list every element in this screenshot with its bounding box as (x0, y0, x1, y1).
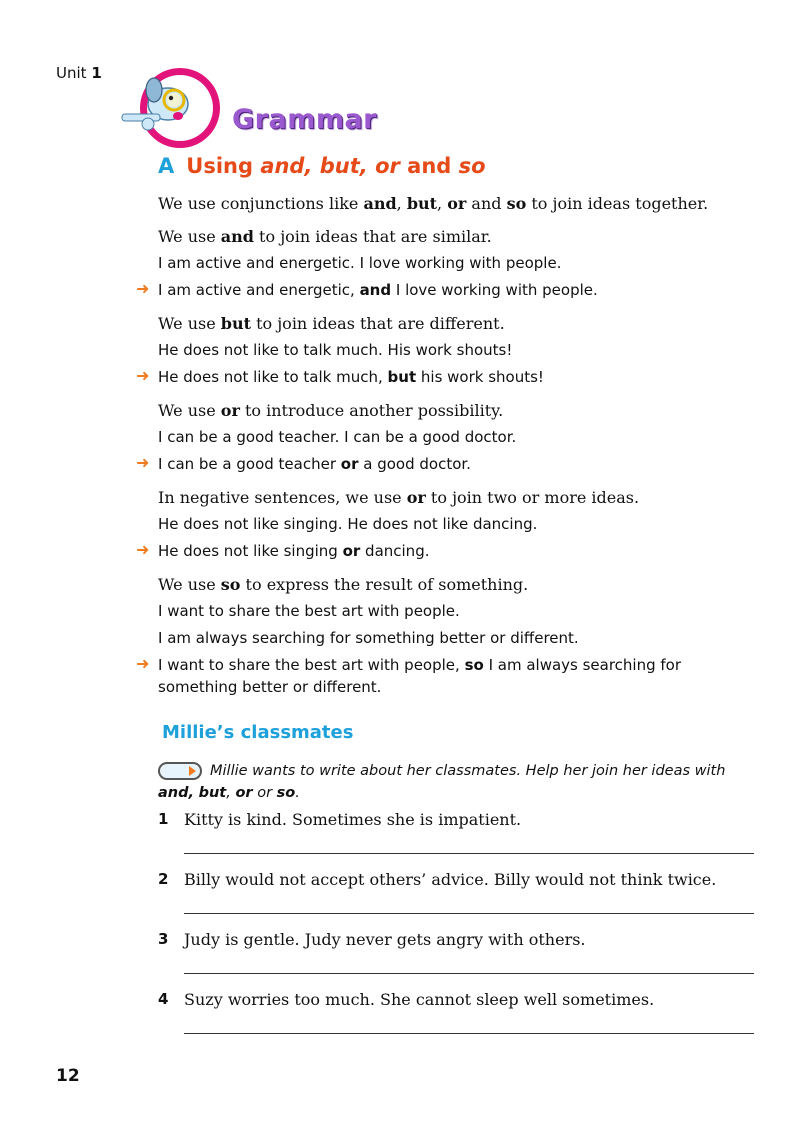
section-heading: Grammar (232, 104, 377, 135)
example-sentence: He does not like to talk much. His work shouts! (158, 341, 513, 359)
combined-example: I want to share the best art with people, so I am always searching for something better or different. (158, 656, 682, 696)
arrow-right-icon: ➜ (136, 654, 150, 673)
section-a-title: A Using and, but, or and so (158, 154, 486, 178)
combined-example: He does not like singing or dancing. (158, 542, 430, 560)
arrow-right-icon: ➜ (136, 366, 150, 385)
exercise-questions (158, 808, 758, 1048)
arrow-right-icon: ➜ (136, 453, 150, 472)
page-number: 12 (56, 1066, 80, 1086)
question-number: 3 (158, 930, 169, 948)
answer-line[interactable] (184, 853, 754, 854)
combined-example: I can be a good teacher or a good doctor. (158, 455, 471, 473)
grammar-rule: We use so to express the result of something. (158, 575, 529, 594)
grammar-rule: We use conjunctions like and, but, or and so to join ideas together. (158, 194, 709, 213)
answer-line[interactable] (184, 913, 754, 914)
grammar-rule: We use and to join ideas that are similar. (158, 227, 492, 246)
exercise-title: Millie’s classmates (162, 722, 354, 743)
example-sentence: I am always searching for something better or different. (158, 629, 579, 647)
example-sentence: I am active and energetic. I love working with people. (158, 254, 562, 272)
grammar-rule: We use or to introduce another possibility. (158, 401, 504, 420)
answer-line[interactable] (184, 1033, 754, 1034)
grammar-explanation (136, 192, 758, 709)
example-sentence: He does not like singing. He does not like dancing. (158, 515, 538, 533)
question-text: Kitty is kind. Sometimes she is impatient. (184, 810, 522, 829)
grammar-rule: We use but to join ideas that are different. (158, 314, 505, 333)
combined-example: He does not like to talk much, but his work shouts! (158, 368, 544, 386)
combined-example: I am active and energetic, and I love working with people. (158, 281, 598, 299)
grammar-rule: In negative sentences, we use or to join two or more ideas. (158, 488, 640, 507)
listen-pill-icon (158, 762, 202, 780)
question-text: Judy is gentle. Judy never gets angry with others. (184, 930, 586, 949)
exercise-question (158, 808, 758, 868)
question-text: Billy would not accept others’ advice. Billy would not think twice. (184, 870, 717, 889)
arrow-right-icon: ➜ (136, 540, 150, 559)
example-sentence: I want to share the best art with people. (158, 602, 460, 620)
question-text: Suzy worries too much. She cannot sleep well sometimes. (184, 990, 655, 1009)
unit-label: Unit 1 (56, 64, 102, 82)
question-number: 1 (158, 810, 169, 828)
answer-line[interactable] (184, 973, 754, 974)
exercise-question (158, 988, 758, 1048)
example-sentence: I can be a good teacher. I can be a good doctor. (158, 428, 517, 446)
question-number: 4 (158, 990, 169, 1008)
exercise-question (158, 928, 758, 988)
exercise-instruction: Millie wants to write about her classmates. Help her join her ideas with and, but, or or so. (158, 763, 726, 801)
exercise-question (158, 868, 758, 928)
section-letter: A (158, 154, 175, 178)
mascot-dog-icon (118, 60, 230, 152)
arrow-right-icon: ➜ (136, 279, 150, 298)
question-number: 2 (158, 870, 169, 888)
unit-number: 1 (91, 64, 102, 82)
